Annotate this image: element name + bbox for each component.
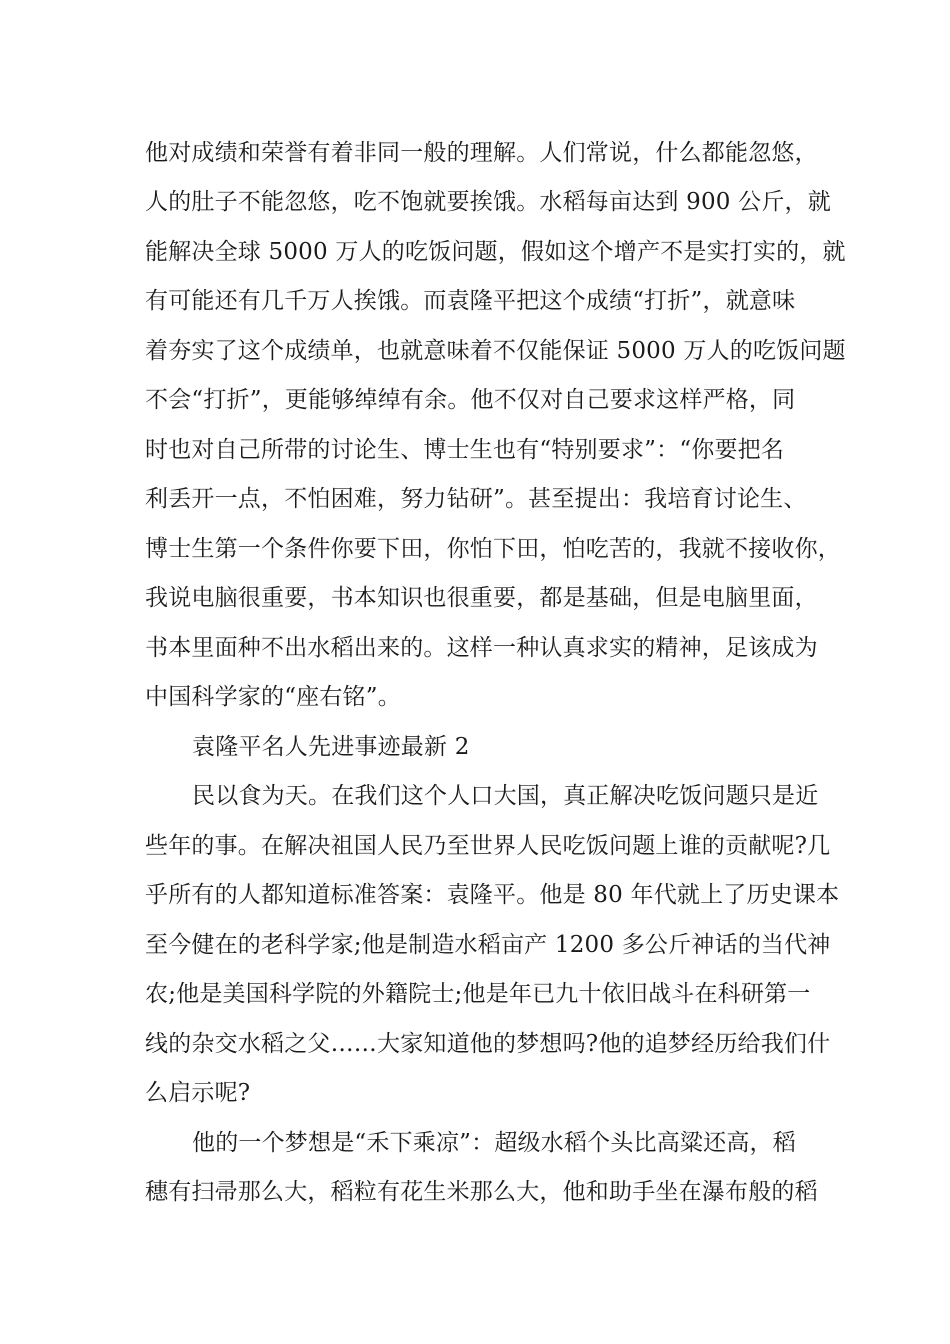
paragraph-line: 时也对自己所带的讨论生、博士生也有“特别要求”：“你要把名: [145, 437, 785, 463]
paragraph-line: 书本里面种不出水稻出来的。这样一种认真求实的精神，足该成为: [145, 635, 818, 661]
paragraph-line: 我说电脑很重要，书本知识也很重要，都是基础，但是电脑里面，: [145, 585, 818, 611]
paragraph-line: 农;他是美国科学院的外籍院士;他是年已九十依旧战斗在科研第一: [145, 981, 811, 1007]
paragraph-line: 利丢开一点，不怕困难，努力钻研”。甚至提出：我培育讨论生、: [145, 486, 807, 512]
paragraph-line: 着夯实了这个成绩单，也就意味着不仅能保证 5000 万人的吃饭问题: [145, 338, 846, 364]
paragraph-line: 博士生第一个条件你要下田，你怕下田，怕吃苦的，我就不接收你，: [145, 536, 841, 562]
paragraph-line: 乎所有的人都知道标准答案：袁隆平。他是 80 年代就上了历史课本: [145, 882, 840, 908]
paragraph-line: 至今健在的老科学家;他是制造水稻亩产 1200 多公斤神话的当代神: [145, 932, 831, 958]
paragraph-line: 有可能还有几千万人挨饿。而袁隆平把这个成绩“打折”，就意味: [145, 288, 796, 314]
section-heading: 袁隆平名人先进事迹最新 2: [192, 734, 470, 760]
paragraph-line: 他的一个梦想是“禾下乘凉”：超级水稻个头比高粱还高，稻: [192, 1130, 796, 1156]
paragraph-line: 民以食为天。在我们这个人口大国，真正解决吃饭问题只是近: [192, 783, 819, 809]
paragraph-line: 么启示呢?: [145, 1080, 251, 1106]
paragraph-line: 能解决全球 5000 万人的吃饭问题，假如这个增产不是实打实的，就: [145, 239, 846, 265]
paragraph-line: 中国科学家的“座右铭”。: [145, 684, 401, 710]
paragraph-line: 些年的事。在解决祖国人民乃至世界人民吃饭问题上谁的贡献呢?几: [145, 833, 831, 859]
paragraph-line: 线的杂交水稻之父……大家知道他的梦想吗?他的追梦经历给我们什: [145, 1031, 831, 1057]
paragraph-line: 人的肚子不能忽悠，吃不饱就要挨饿。水稻每亩达到 900 公斤，就: [145, 189, 831, 215]
paragraph-line: 他对成绩和荣誉有着非同一般的理解。人们常说，什么都能忽悠，: [145, 140, 818, 166]
paragraph-line: 不会“打折”，更能够绰绰有余。他不仅对自己要求这样严格，同: [145, 387, 796, 413]
paragraph-line: 穗有扫帚那么大，稻粒有花生米那么大，他和助手坐在瀑布般的稻: [145, 1179, 818, 1205]
